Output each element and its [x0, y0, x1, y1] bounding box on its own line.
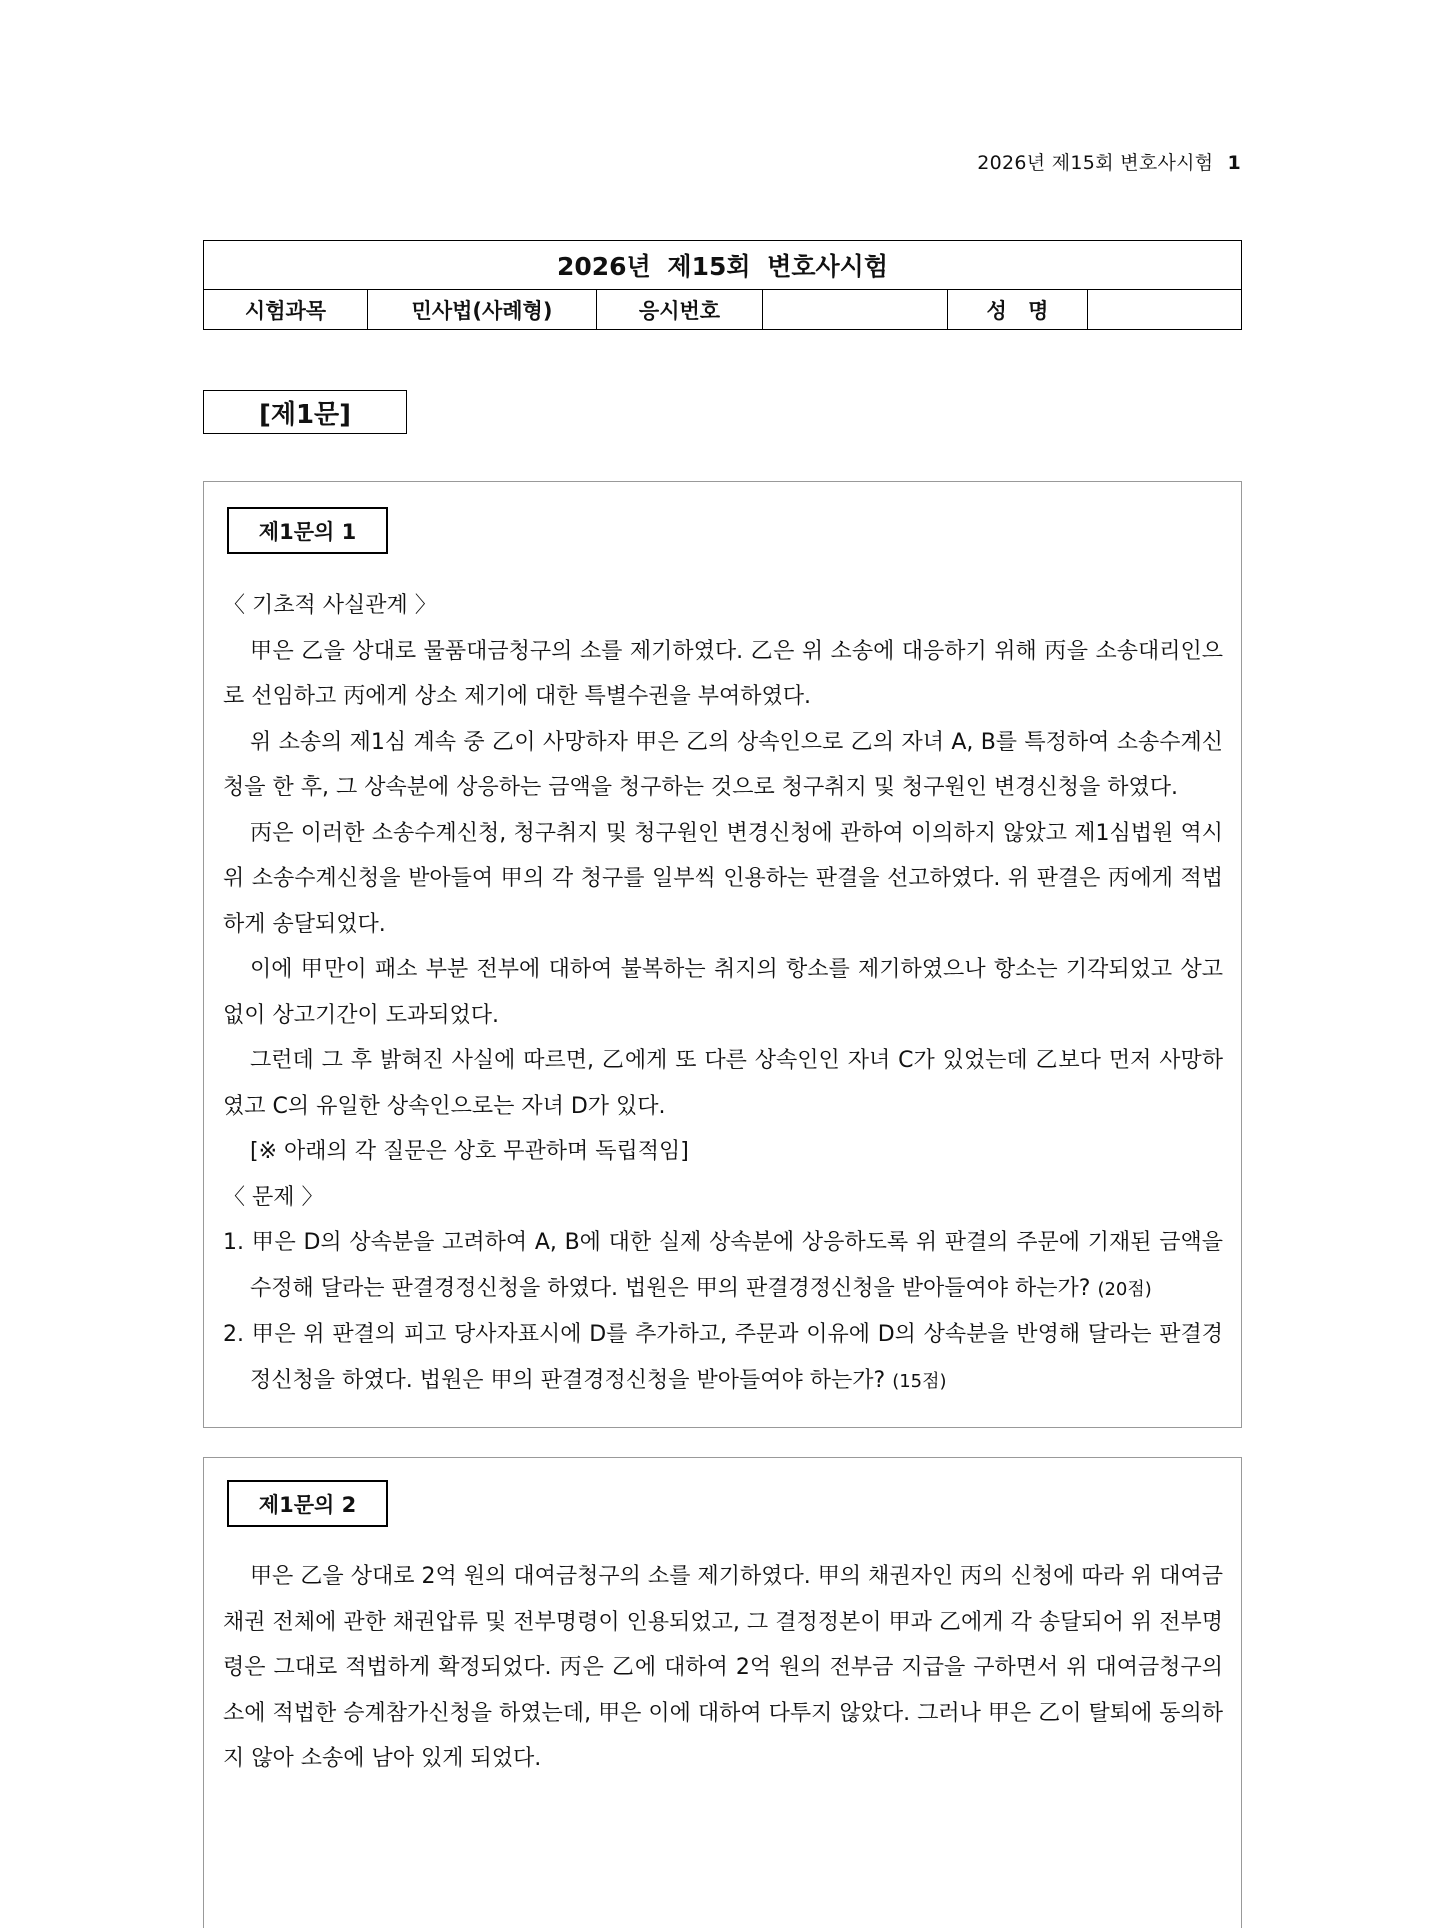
facts-title: 〈 기초적 사실관계 〉 [223, 593, 437, 618]
problem-points: (20점) [1097, 1278, 1152, 1300]
problem-number: 2. [223, 1322, 244, 1347]
fact-paragraph: 이에 甲만이 패소 부분 전부에 대하여 불복하는 취지의 항소를 제기하였으나 항소는 기각되었고 상고 없이 상고기간이 도과되었다. [223, 957, 1223, 1028]
page-header [977, 148, 1241, 175]
problem-text: 甲은 D의 상속분을 고려하여 A, B에 대한 실제 상속분에 상응하도록 위 판결의 주문에 기재된 금액을 수정해 달라는 판결경정신청을 하였다. 법원은 甲의 판결경정신청을 받아들여야 하는가? [250, 1230, 1223, 1301]
fact-paragraph: 그런데 그 후 밝혀진 사실에 따르면, 乙에게 또 다른 상속인인 자녀 C가 있었는데 乙보다 먼저 사망하였고 C의 유일한 상속인으로는 자녀 D가 있다. [223, 1048, 1223, 1119]
subject-value: 민사법(사례형) [368, 290, 597, 330]
part2-label: 제1문의 2 [227, 1480, 388, 1527]
exam-title: 2026년 제15회 변호사시험 [204, 241, 1241, 290]
problems-title: 〈 문제 〉 [223, 1184, 324, 1210]
exam-number-label: 응시번호 [597, 290, 763, 330]
fact-paragraph: 丙은 이러한 소송수계신청, 청구취지 및 청구원인 변경신청에 관하여 이의하지 않았고 제1심법원 역시 위 소송수계신청을 받아들여 甲의 각 청구를 일부씩 인용하는 판결을 선고하였다. 위 판결은 丙에게 적법하게 송달되었다. [223, 820, 1223, 937]
part1-label: 제1문의 1 [227, 507, 388, 554]
part2-box [203, 1457, 1242, 1928]
page-number: 1 [1227, 152, 1241, 174]
problem-text: 甲은 위 판결의 피고 당사자표시에 D를 추가하고, 주문과 이유에 D의 상속분을 반영해 달라는 판결경정신청을 하였다. 법원은 甲의 판결경정신청을 받아들여야 하는가? [250, 1322, 1223, 1393]
problem-item [223, 1312, 1223, 1404]
fact-paragraph: 甲은 乙을 상대로 물품대금청구의 소를 제기하였다. 乙은 위 소송에 대응하기 위해 丙을 소송대리인으로 선임하고 丙에게 상소 제기에 대한 특별수권을 부여하였다. [223, 638, 1223, 709]
exam-info-table [203, 240, 1242, 330]
fact-paragraph: 甲은 乙을 상대로 2억 원의 대여금청구의 소를 제기하였다. 甲의 채권자인 丙의 신청에 따라 위 대여금채권 전체에 관한 채권압류 및 전부명령이 인용되었고, 그 결정정본이 甲과 乙에게 각 송달되어 위 전부명령은 그대로 적법하게 확정되었다. 丙은 乙에 대하여 2억 원의 전부금 지급을 구하면서 위 대여금청구의 소에 적법한 승계참가신청을 하였는데, 甲은 이에 대하여 다투지 않았다. 그러나 甲은 乙이 탈퇴에 동의하지 않아 소송에 남아 있게 되었다. [223, 1564, 1223, 1771]
part1-content [223, 583, 1223, 1404]
problem-number: 1. [223, 1230, 244, 1255]
exam-info-row [204, 290, 1241, 330]
question-label: [제1문] [203, 390, 407, 434]
header-text: 2026년 제15회 변호사시험 [977, 152, 1214, 174]
note-paragraph: [※ 아래의 각 질문은 상호 무관하며 독립적임] [250, 1139, 689, 1164]
problem-item [223, 1220, 1223, 1312]
subject-label: 시험과목 [204, 290, 368, 330]
name-label: 성 명 [948, 290, 1088, 330]
fact-paragraph: 위 소송의 제1심 계속 중 乙이 사망하자 甲은 乙의 상속인으로 乙의 자녀 A, B를 특정하여 소송수계신청을 한 후, 그 상속분에 상응하는 금액을 청구하는 것으로 청구취지 및 청구원인 변경신청을 하였다. [223, 729, 1223, 800]
problem-points: (15점) [892, 1370, 947, 1392]
name-value [1088, 290, 1240, 330]
exam-number-value [763, 290, 948, 330]
part1-box [203, 481, 1242, 1428]
part2-content [223, 1554, 1223, 1782]
